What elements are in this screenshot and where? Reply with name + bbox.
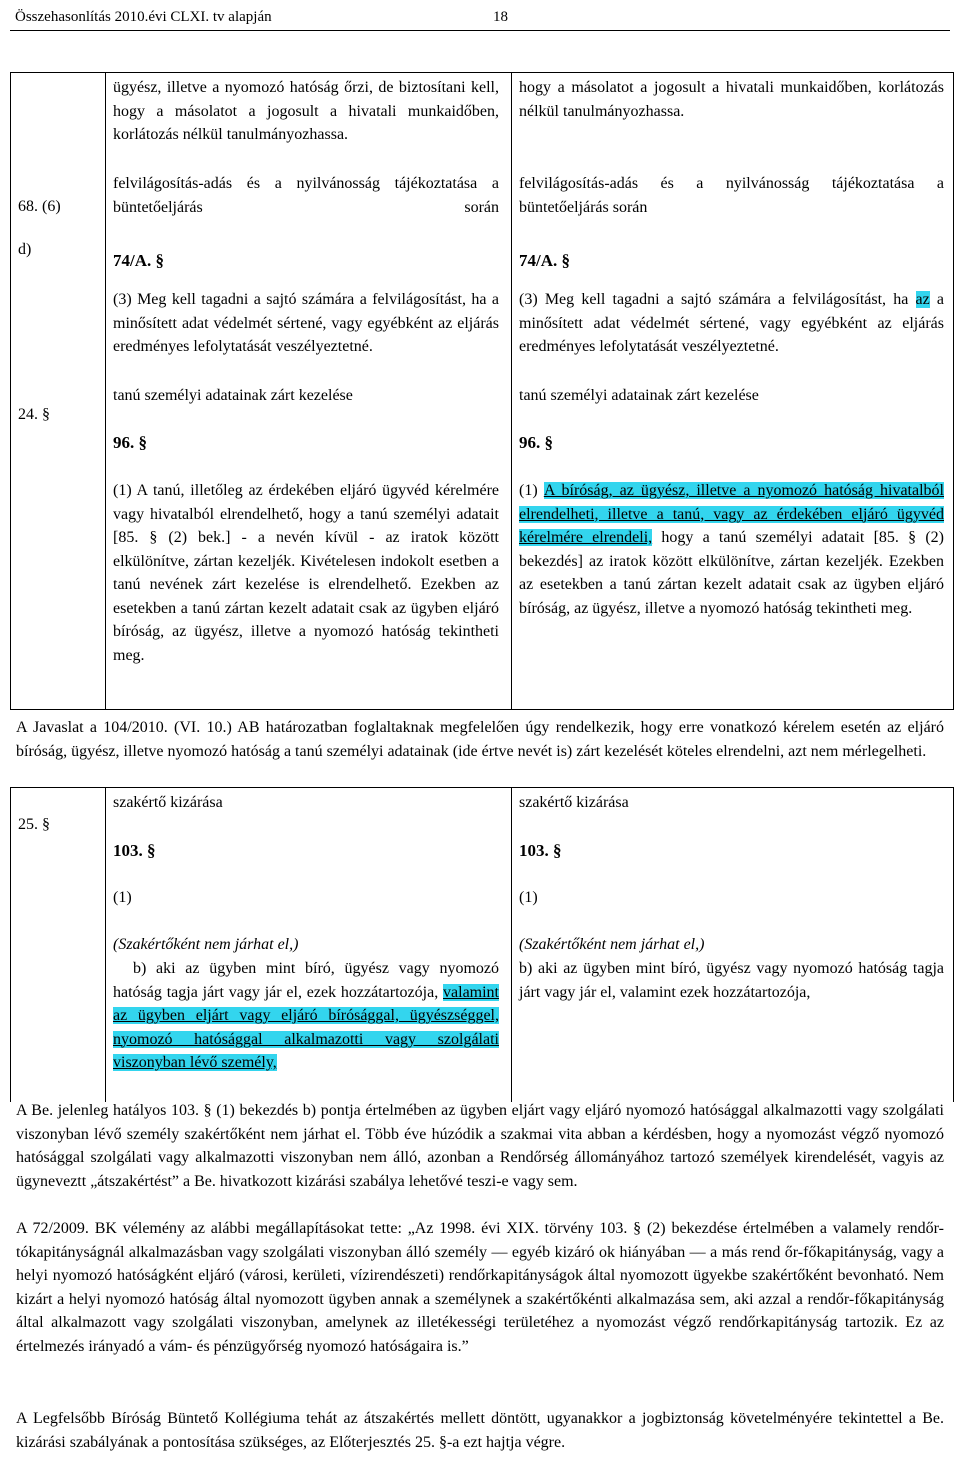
- col-a-point-b: b) aki az ügyben mint bíró, ügyész vagy nyomozó hatóság tagja járt vagy jár el, ezek hozzátartozója, valamint az ügyben eljárt vagy eljáró bírósággal, ügyészséggel, nyomozó hatósággal alkalmazotti vagy szolgálati viszonyban lévő személy,: [113, 960, 499, 1071]
- col-b-italic-heading: (Szakértőként nem járhat el,): [519, 936, 705, 953]
- col-a-title-expert: szakértő kizárása: [113, 794, 223, 811]
- col-a-title-witness: tanú személyi adatainak zárt kezelése: [113, 387, 353, 404]
- highlight-added-text: valamint az ügyben eljárt vagy eljáró bírósággal, ügyészséggel, nyomozó hatósággal alkalmazotti vagy szolgálati viszonyban lévő személy,: [113, 983, 499, 1071]
- col-b-title-witness: tanú személyi adatainak zárt kezelése: [519, 387, 759, 404]
- col-b-point-b: b) aki az ügyben mint bíró, ügyész vagy nyomozó hatóság tagja járt vagy jár el, valamint ezek hozzátartozója,: [519, 960, 944, 1001]
- col-a-section-103: 103. §: [113, 841, 156, 860]
- col-a-continuation-text: ügyész, illetve a nyomozó hatóság őrzi, de biztosítani kell, hogy a másolatot a jogosult a hivatali munkaidőben, korlátozás nélkül tanulmányozhassa.: [113, 79, 499, 143]
- row-label-d: d): [18, 241, 32, 258]
- col-b-section-title: felvilágosítás-adás és a nyilvánosság tájékoztatása a büntetőeljárás során: [519, 175, 944, 216]
- col-a-section-74a: 74/A. §: [113, 251, 164, 270]
- explanatory-note-conclusion: A Legfelsőbb Bíróság Büntető Kollégiuma tehát az átszakértés mellett döntött, ugyanakkor a jogbiztonság követelményére tekintettel a Be. kizárási szabályának a pontosítása szükséges, az Előterjesztés 25. §-a ezt hajtja végre.: [16, 1410, 944, 1451]
- header-rule: [10, 30, 950, 31]
- explanatory-note-witness: A Javaslat a 104/2010. (VI. 10.) AB határozatban foglaltaknak megfelelően úgy rendelkezik, hogy erre vonatkozó kérelem esetén az eljáró bíróság, ügyész, illetve nyomozó hatóság a tanú személyi adatainak (ide értve nevét is) zárt kezelését köteles elrendelni, azt nem mérlegelheti.: [16, 719, 944, 760]
- document-header-title: Összehasonlítás 2010.évi CLXI. tv alapján: [15, 9, 272, 25]
- column-divider: [511, 788, 512, 1102]
- col-b-continuation-text: hogy a másolatot a jogosult a hivatali munkaidőben, korlátozás nélkül tanulmányozhassa.: [519, 79, 944, 120]
- col-b-section-74a: 74/A. §: [519, 251, 570, 270]
- col-a-italic-heading: (Szakértőként nem járhat el,): [113, 936, 299, 953]
- highlight-added-text: az: [915, 291, 930, 308]
- col-a-para-96-1: (1) A tanú, illetőleg az érdekében eljáró ügyvéd kérelmére vagy hivatalból elrendelhető, hogy a tanú személyi adatait [85. § (2) bek.] - a nevén kívül - az iratok között elkülönítve, zártan kezeljék. Kivételesen indokolt esetben a tanú nevének zárt kezelése is elrendelhető. Ezekben az esetekben a tanú zártan kezelt adatait csak az ügyben eljáró bíróság, az ügyész, illetve a nyomozó hatóság tekintheti meg.: [113, 482, 499, 664]
- page-number: 18: [493, 9, 508, 25]
- col-a-para-3: (3) Meg kell tagadni a sajtó számára a felvilágosítást, ha a minősített adat védelmét sértené, vagy egyébként az eljárás eredményes lefolytatását veszélyeztetné.: [113, 291, 499, 355]
- col-b-section-96: 96. §: [519, 433, 553, 452]
- col-b-para-3: (3) Meg kell tagadni a sajtó számára a felvilágosítást, ha az a minősített adat védelmét sértené, vagy egyébként az eljárás eredményes lefolytatását veszélyeztetné.: [519, 291, 944, 355]
- row-label-24: 24. §: [18, 406, 50, 423]
- column-divider: [105, 73, 106, 709]
- col-a-para-1: (1): [113, 889, 132, 906]
- row-label-68-6: 68. (6): [18, 198, 61, 215]
- col-b-para-96-1: (1) A bíróság, az ügyész, illetve a nyomozó hatóság hivatalból elrendelheti, illetve a tanú, vagy az érdekében eljáró ügyvéd kérelmére elrendeli, hogy a tanú személyi adatait [85. § (2) bekezdés] az iratok között elkülönítve, zártan kezeljék. Ezekben az esetekben a tanú zártan kezelt adatait csak az ügyben eljáró bíróság, az ügyész, illetve a nyomozó hatóság tekintheti meg.: [519, 482, 945, 617]
- col-a-section-96: 96. §: [113, 433, 147, 452]
- highlight-amended-text: A bíróság, az ügyész, illetve a nyomozó hatóság hivatalból elrendelheti, illetve a tanú, vagy az érdekében eljáró ügyvéd kérelmére elrendeli,: [519, 482, 944, 546]
- col-a-section-title: felvilágosítás-adás és a nyilvánosság tájékoztatása a büntetőeljárás során: [113, 175, 499, 216]
- col-b-section-103: 103. §: [519, 841, 562, 860]
- col-b-para-1: (1): [519, 889, 538, 906]
- explanatory-note-expert: A Be. jelenleg hatályos 103. § (1) bekezdés b) pontja értelmében az ügyben eljárt vagy eljáró nyomozó hatósággal alkalmazotti vagy szolgálati viszonyban lévő személy szakértőként nem járhat el. Több éve húzódik a szakmai vita abban a kérdésben, hogy a nyomozást végző nyomozó hatósággal szolgálati vagy alkalmazotti viszonyban nem álló, azonban a Rendőrség állományához tartozó személyek kirendelését, vagyis az ügyneveztt „átszakértést” a Be. hivatkozott kizárási szabálya lehetővé teszi-e vagy sem.: [16, 1102, 944, 1190]
- column-divider: [105, 788, 106, 1102]
- row-label-25: 25. §: [18, 816, 50, 833]
- explanatory-note-bk-opinion: A 72/2009. BK vélemény az alábbi megállapításokat tette: „Az 1998. évi XIX. törvény 103. § (2) bekezdése értelmében a valamely rendőr-tókapitányságnál alkalmazásban vagy szolgálati viszonyban álló személy — egyéb kizáró ok hiányában — a más rend őr-főkapitányság, vagy a helyi nyomozó hatóságként eljáró (városi, kerületi, vízirendészeti) rendőrkapitányságok által nyomozott ügyekbe szakértőként bevonható. Nem kizárt a helyi nyomozó hatóság által nyomozott ügyben annak a személynek a szakértőkénti alkalmazása sem, aki azzal a rendőr-főkapitányság által alkalmazott vagy szolgálati viszonyban, amelynek az illetékességi területéhez a nyomozást végző rendőrkapitányság tartozik. Ez az értelmezés irányadó a vám- és pénzügyőrség nyomozó hatóságaira is.”: [16, 1220, 944, 1355]
- column-divider: [511, 73, 512, 709]
- col-b-title-expert: szakértő kizárása: [519, 794, 629, 811]
